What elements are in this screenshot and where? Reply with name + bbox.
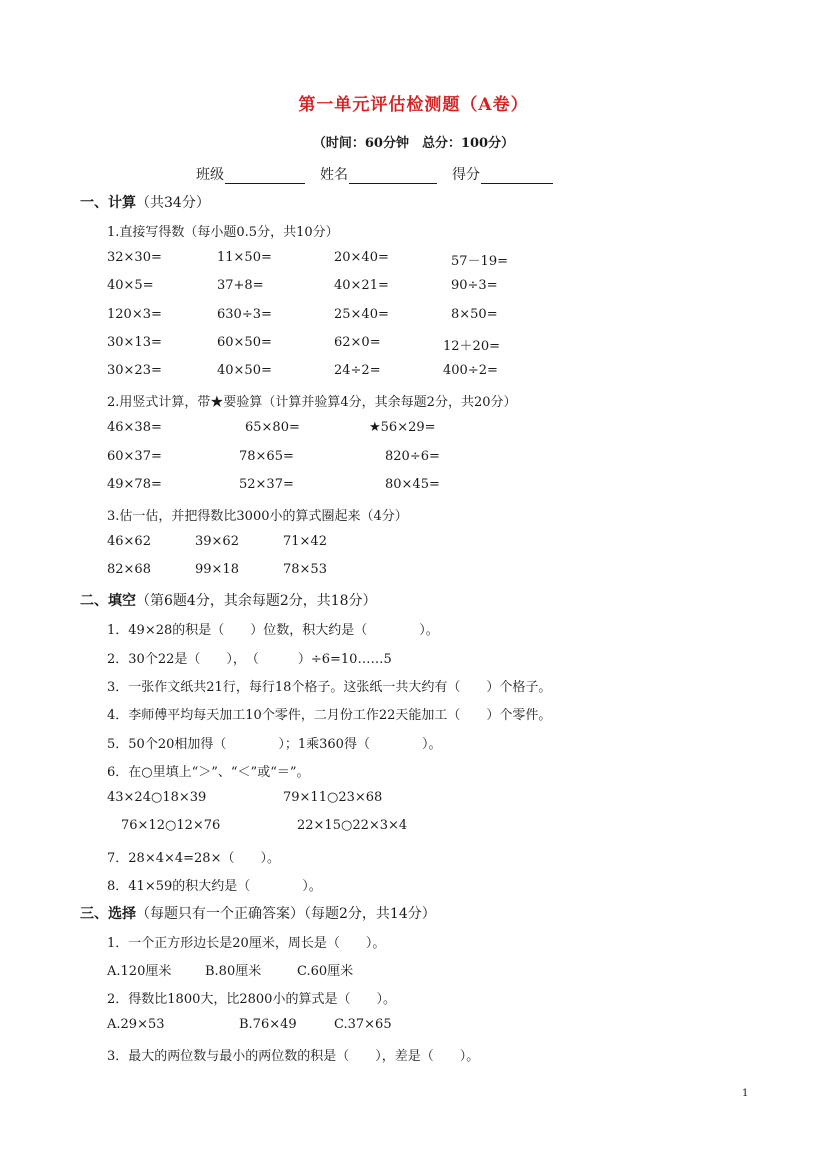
- q1-item: 57－19=: [451, 254, 508, 269]
- compare-item: 22×15○22×3×4: [297, 818, 408, 833]
- q3-item[interactable]: 78×53: [283, 562, 327, 577]
- q2-item: 60×37=: [107, 449, 162, 464]
- q2-item: ★56×29=: [369, 420, 436, 435]
- class-label: 班级: [196, 167, 224, 183]
- class-field: [196, 164, 305, 184]
- score-field: [452, 164, 553, 184]
- choice-question: 3．最大的两位数与最小的两位数的积是（ ），差是（ ）。: [107, 1049, 480, 1064]
- fill-item: 6．在○里填上“＞”、“＜”或“＝”。: [107, 765, 310, 780]
- name-blank[interactable]: [349, 169, 437, 184]
- q2-item: 49×78=: [107, 477, 162, 492]
- q1-item: 8×50=: [451, 307, 498, 322]
- name-label: 姓名: [320, 167, 348, 183]
- q1-title: 1.直接写得数（每小题0.5分，共10分）: [107, 225, 339, 240]
- name-field: [320, 164, 437, 184]
- q3-title: 3.估一估，并把得数比3000小的算式圈起来（4分）: [107, 509, 408, 524]
- fill-item: 7．28×4×4=28×（ ）。: [107, 851, 280, 866]
- section-3-note: （每题只有一个正确答案）（每题2分，共14分）: [136, 906, 436, 922]
- choice-option[interactable]: B.76×49: [239, 1017, 297, 1032]
- q1-item: 40×21=: [334, 278, 389, 293]
- q1-item: 11×50=: [217, 250, 272, 265]
- section-2-title: 二、填空: [80, 593, 136, 609]
- q3-item[interactable]: 82×68: [107, 562, 151, 577]
- fill-item: 5．50个20相加得（ ）；1乘360得（ ）。: [107, 737, 442, 752]
- q1-item: 20×40=: [334, 250, 389, 265]
- choice-option[interactable]: C.37×65: [334, 1017, 392, 1032]
- section-2-heading: [80, 590, 377, 610]
- q3-item[interactable]: 46×62: [107, 534, 151, 549]
- section-3-title: 三、选择: [80, 906, 136, 922]
- choice-question: 2．得数比1800大，比2800小的算式是（ ）。: [107, 992, 396, 1007]
- choice-option[interactable]: C.60厘米: [297, 964, 354, 979]
- page-subtitle: （时间：60分钟 总分：100分）: [312, 136, 515, 151]
- compare-item: 79×11○23×68: [283, 790, 383, 805]
- compare-item: 43×24○18×39: [107, 790, 207, 805]
- score-label: 得分: [452, 167, 480, 183]
- fill-item: 2．30个22是（ ）， （ ）÷6=10……5: [107, 652, 392, 667]
- q1-item: 30×13=: [107, 335, 162, 350]
- section-1-note: （共34分）: [136, 195, 210, 211]
- section-3-heading: [80, 903, 436, 923]
- q1-item: 60×50=: [217, 335, 272, 350]
- q1-item: 400÷2=: [443, 363, 498, 378]
- class-blank[interactable]: [225, 169, 305, 184]
- page-number: 1: [742, 1088, 749, 1099]
- section-1-title: 一、计算: [80, 195, 136, 211]
- q1-item: 25×40=: [334, 307, 389, 322]
- q1-item: 90÷3=: [451, 278, 498, 293]
- fill-item: 4．李师傅平均每天加工10个零件，二月份工作22天能加工（ ）个零件。: [107, 708, 552, 723]
- choice-option[interactable]: A.29×53: [107, 1017, 165, 1032]
- q2-item: 52×37=: [239, 477, 294, 492]
- choice-option[interactable]: A.120厘米: [107, 964, 172, 979]
- q1-item: 32×30=: [107, 250, 162, 265]
- q1-item: 40×5=: [107, 278, 154, 293]
- q2-item: 80×45=: [385, 477, 440, 492]
- q1-item: 40×50=: [217, 363, 272, 378]
- q3-item[interactable]: 39×62: [195, 534, 239, 549]
- fill-item: 8．41×59的积大约是（ ）。: [107, 879, 322, 894]
- compare-item: 76×12○12×76: [121, 818, 221, 833]
- section-1-heading: [80, 192, 210, 212]
- q2-item: 46×38=: [107, 420, 162, 435]
- q1-item: 12＋20=: [443, 339, 500, 354]
- q3-item[interactable]: 99×18: [195, 562, 239, 577]
- q1-item: 30×23=: [107, 363, 162, 378]
- q1-item: 62×0=: [334, 335, 381, 350]
- page-title: 第一单元评估检测题（A卷）: [298, 95, 529, 115]
- q1-item: 630÷3=: [217, 307, 272, 322]
- fill-item: 1．49×28的积是（ ）位数，积大约是（ ）。: [107, 623, 439, 638]
- fill-item: 3．一张作文纸共21行，每行18个格子。这张纸一共大约有（ ）个格子。: [107, 680, 552, 695]
- q1-item: 37+8=: [217, 278, 264, 293]
- choice-option[interactable]: B.80厘米: [205, 964, 262, 979]
- q1-item: 24÷2=: [334, 363, 381, 378]
- q2-item: 65×80=: [245, 420, 300, 435]
- q2-title: 2.用竖式计算，带★要验算（计算并验算4分，其余每题2分，共20分）: [107, 395, 517, 410]
- q2-item: 78×65=: [239, 449, 294, 464]
- score-blank[interactable]: [481, 169, 553, 184]
- choice-question: 1．一个正方形边长是20厘米，周长是（ ）。: [107, 936, 386, 951]
- section-2-note: （第6题4分，其余每题2分，共18分）: [136, 593, 377, 609]
- q1-item: 120×3=: [107, 307, 162, 322]
- q3-item[interactable]: 71×42: [283, 534, 327, 549]
- q2-item: 820÷6=: [385, 449, 440, 464]
